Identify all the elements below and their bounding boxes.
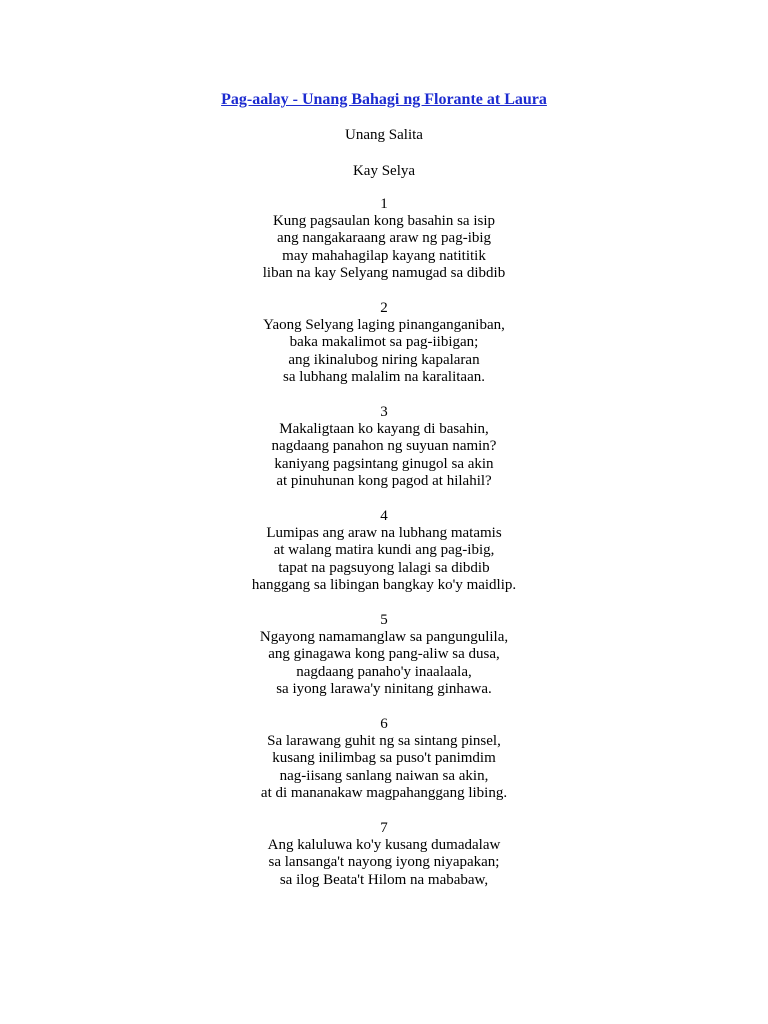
dedication: Kay Selya bbox=[352, 163, 416, 179]
stanza-7 bbox=[0, 820, 768, 889]
stanza-4 bbox=[0, 508, 768, 594]
verse-line: hanggang sa libingan bangkay ko'y maidlip. bbox=[251, 576, 517, 593]
stanza-1 bbox=[0, 196, 768, 282]
verse-line: sa ilog Beata't Hilom na mababaw, bbox=[279, 871, 489, 888]
verse-line: Sa larawang guhit ng sa sintang pinsel, bbox=[267, 733, 501, 750]
verse-line: Makaligtaan ko kayang di basahin, bbox=[279, 421, 489, 438]
subtitle: Unang Salita bbox=[345, 127, 423, 143]
verse-line: kusang inilimbag sa puso't panimdim bbox=[272, 750, 496, 767]
verse-line: Ngayong namamanglaw sa pangungulila, bbox=[259, 629, 509, 646]
verse-line: ang ikinalubog niring kapalaran bbox=[288, 351, 480, 368]
stanza-number: 1 bbox=[380, 196, 388, 212]
stanza-number: 2 bbox=[380, 300, 388, 316]
stanza-6 bbox=[0, 716, 768, 802]
verse-line: liban na kay Selyang namugad sa dibdib bbox=[262, 264, 506, 281]
verse-line: Lumipas ang araw na lubhang matamis bbox=[266, 525, 502, 542]
verse-line: Yaong Selyang laging pinanganganiban, bbox=[263, 317, 505, 334]
page-title bbox=[0, 89, 768, 111]
verse-line: may mahahagilap kayang natititik bbox=[282, 247, 486, 264]
stanza-number: 5 bbox=[380, 612, 388, 628]
verse-line: at walang matira kundi ang pag-ibig, bbox=[273, 542, 495, 559]
stanza-number: 4 bbox=[380, 508, 388, 524]
stanza-number: 3 bbox=[380, 404, 388, 420]
verse-line: ang ginagawa kong pang-aliw sa dusa, bbox=[268, 646, 500, 663]
verse-line: sa lubhang malalim na karalitaan. bbox=[282, 368, 485, 385]
verse-line: at pinuhunan kong pagod at hilahil? bbox=[276, 472, 492, 489]
title-link[interactable]: Pag-aalay - Unang Bahagi ng Florante at Laura bbox=[221, 91, 547, 108]
verse-line: Ang kaluluwa ko'y kusang dumadalaw bbox=[267, 837, 501, 854]
verse-line: Kung pagsaulan kong basahin sa isip bbox=[272, 213, 496, 230]
verse-line: baka makalimot sa pag-iibigan; bbox=[289, 334, 479, 351]
verse-line: sa iyong larawa'y ninitang ginhawa. bbox=[276, 680, 492, 697]
stanza-2 bbox=[0, 300, 768, 386]
verse-line: nagdaang panahon ng suyuan namin? bbox=[271, 438, 497, 455]
verse-line: sa lansanga't nayong iyong niyapakan; bbox=[268, 854, 500, 871]
stanza-number: 6 bbox=[380, 716, 388, 732]
verse-line: nag-iisang sanlang naiwan sa akin, bbox=[279, 767, 489, 784]
stanza-number: 7 bbox=[380, 820, 388, 836]
verse-line: tapat na pagsuyong lalagi sa dibdib bbox=[278, 559, 490, 576]
verse-line: nagdaang panaho'y inaalaala, bbox=[296, 663, 472, 680]
verse-line: ang nangakaraang araw ng pag-ibig bbox=[276, 230, 492, 247]
stanza-3 bbox=[0, 404, 768, 490]
verse-line: at di mananakaw magpahanggang libing. bbox=[260, 784, 508, 801]
verse-line: kaniyang pagsintang ginugol sa akin bbox=[274, 455, 494, 472]
stanza-5 bbox=[0, 612, 768, 698]
